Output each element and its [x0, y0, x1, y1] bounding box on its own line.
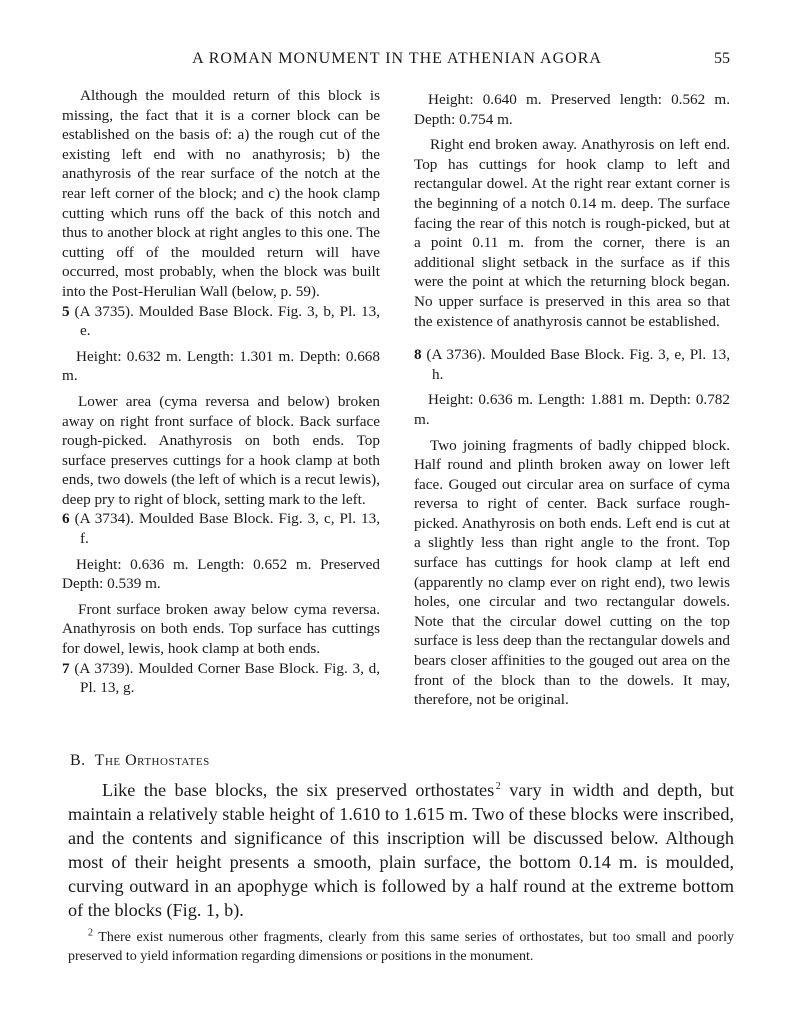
page-number: 55: [714, 50, 730, 67]
section-title: The Orthostates: [94, 752, 210, 769]
entry-6-heading: [62, 509, 380, 548]
entry-8-heading: [414, 345, 730, 384]
body-part-1: Like the base blocks, the six preserved orthostates: [102, 780, 495, 800]
footnote-reference: 2: [495, 780, 501, 792]
entry-7-heading: [62, 659, 380, 698]
entry-number: 7: [62, 659, 70, 677]
entry-6-dimensions: Height: 0.636 m. Length: 0.652 m. Preserved Depth: 0.539 m.: [62, 555, 380, 593]
footnote-paragraph: [68, 928, 734, 966]
header-title: A ROMAN MONUMENT IN THE ATHENIAN AGORA: [192, 50, 602, 67]
entry-6-description: Front surface broken away below cyma reversa. Anathyrosis on both ends. Top surface has cuttings for dowel, lewis, hook clamp at both ends.: [62, 600, 380, 658]
entry-5-description: Lower area (cyma reversa and below) broken away on right front surface of block. Back surface rough-picked. Anathyrosis on both ends. Top surface preserves cuttings for a hook clamp at both ends, two dowels (the left of which is a recut lewis), deep pry to right of block, setting mark to the left.: [62, 392, 380, 508]
section-paragraph: [68, 778, 734, 922]
entry-heading-text: (A 3736). Moulded Base Block. Fig. 3, e, Pl. 13, h.: [426, 346, 730, 383]
entry-5-dimensions: Height: 0.632 m. Length: 1.301 m. Depth: 0.668 m.: [62, 347, 380, 385]
entry-7-dimensions: Height: 0.640 m. Preserved length: 0.562 m. Depth: 0.754 m.: [414, 91, 730, 128]
running-header: [60, 50, 734, 74]
entry-number: 8: [414, 346, 422, 364]
section-letter: B.: [70, 752, 86, 769]
entry-heading-text: (A 3739). Moulded Corner Base Block. Fig. 3, d, Pl. 13, g.: [74, 659, 380, 697]
footnote-marker: 2: [88, 927, 93, 939]
entry-heading-text: (A 3735). Moulded Base Block. Fig. 3, b, Pl. 13, e.: [74, 302, 381, 340]
entry-8-dimensions: Height: 0.636 m. Length: 1.881 m. Depth: 0.782 m.: [414, 391, 730, 428]
entry-number: 6: [62, 510, 70, 528]
entry-5-heading: [62, 302, 380, 341]
footnote: [68, 928, 734, 966]
footnote-text: There exist numerous other fragments, clearly from this same series of orthostates, but too small and poorly preserved to yield information regarding dimensions or positions in the monument.: [68, 930, 735, 964]
entry-8-description: Two joining fragments of badly chipped block. Half round and plinth broken away on lower left face. Gouged out circular area on surface of cyma reversa to right of center. Back surface rough-picked. Anathyrosis on both ends. Left end is cut at a slightly less than right angle to the front. Top surface has cuttings for hook clamp at left end (apparently no clamp ever on right end), two lewis holes, one circular and two rectangular dowels. Note that the circular dowel cutting on the top surface is less deep than the rectangular dowels and bears closer affinities to the gouged out area on the front of the block than to the dowels. It may, therefore, not be original.: [414, 436, 730, 709]
right-column: [414, 90, 730, 710]
section-heading: [70, 752, 210, 770]
entry-heading-text: (A 3734). Moulded Base Block. Fig. 3, c, Pl. 13, f.: [74, 510, 380, 548]
section-body: [68, 778, 734, 922]
entry-number: 5: [62, 302, 70, 320]
entry-7-description: Right end broken away. Anathyrosis on left end. Top has cuttings for hook clamp to left and rectangular dowel. At the right rear extant corner is the beginning of a notch 0.14 m. deep. The surface facing the rear of this notch is rough-picked, but at a point 0.11 m. from the corner, there is an additional slight setback in the surface as if this were the point at which the returning block began. No upper surface is preserved in this area so that the existence of anathyrosis cannot be established.: [414, 136, 730, 330]
intro-paragraph: Although the moulded return of this block is missing, the fact that it is a corner block can be established on the basis of: a) the rough cut of the existing left end with no anathyrosis; b) the anathyrosis of the rear surface of the notch at the rear left corner of the block; and c) the hook clamp cutting which runs off the back of this notch and thus to another block at right angles to this one. The cutting off of the moulded return will have occurred, most probably, when the block was built into the Post-Herulian Wall (below, p. 59).: [62, 87, 380, 300]
body-part-2: vary in width and depth, but maintain a relatively stable height of 1.610 to 1.615 m. Two of these blocks were inscribed, and the contents and significance of this inscription will be discussed below. Although most of their height presents a smooth, plain surface, the bottom 0.14 m. is moulded, curving outward in an apophyge which is followed by a half round at the extreme bottom of the blocks (Fig. 1, b).: [68, 780, 734, 920]
left-column: [62, 86, 380, 698]
